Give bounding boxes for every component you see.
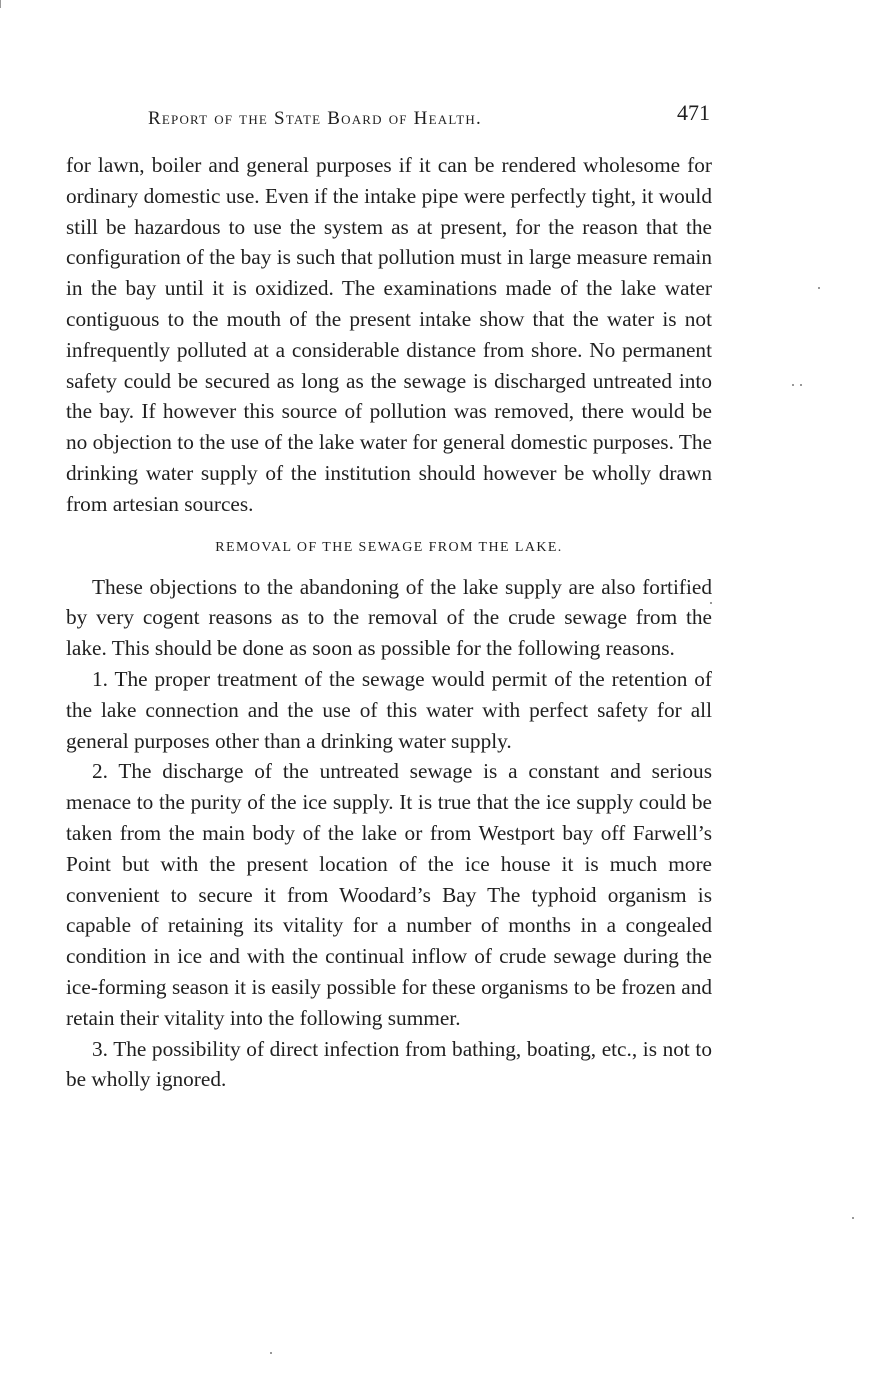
numbered-item-2: 2. The discharge of the untreated sewage is a constant and serious menace to the purity of the ice supply. It is true that the ice supply could be taken from the main body of the lake or from Westport bay off Farwell’s Point but with the present location of the ice house it is much more convenient to secure it from Woodard’s Bay The typhoid organism is capable of retaining its vitality for a number of months in a congealed condition in ice and with the continual inflow of crude sewage during the ice-forming season it is easily possible for these organisms to be frozen and retain their vitality into the following summer. bbox=[66, 759, 712, 1030]
print-speck bbox=[270, 1352, 272, 1354]
running-title: Report of the State Board of Health. bbox=[148, 108, 482, 129]
page-edge-mark bbox=[0, 0, 1, 8]
print-speck bbox=[852, 1217, 854, 1219]
paragraph: These objections to the abandoning of the lake supply are also fortified by very cogent reasons as to the removal of the crude sewage from the lake. This should be done as soon as possible for the following reasons. bbox=[66, 574, 712, 661]
numbered-item-1: 1. The proper treatment of the sewage would permit of the retention of the lake connection and the use of this water with perfect safety for all general purposes other than a drinking water supply. bbox=[66, 666, 712, 753]
section-heading: REMOVAL OF THE SEWAGE FROM THE LAKE. bbox=[215, 539, 563, 555]
running-head bbox=[148, 100, 710, 134]
page-number: 471 bbox=[677, 100, 710, 125]
print-speck bbox=[792, 384, 794, 386]
body-text bbox=[66, 150, 712, 1095]
print-speck bbox=[818, 287, 820, 289]
print-speck bbox=[800, 384, 802, 386]
paragraph-continued: for lawn, boiler and general purposes if it can be rendered wholesome for ordinary domestic use. Even if the intake pipe were perfectly tight, it would still be hazardous to use the system as at present, for the reason that the configuration of the bay is such that pollution must in large measure remain in the bay until it is oxidized. The examinations made of the lake water contiguous to the mouth of the present intake show that the water is not infrequently polluted at a considerable distance from shore. No permanent safety could be secured as long as the sewage is discharged untreated into the bay. If however this source of pollution was removed, there would be no objection to the use of the lake water for general domestic purposes. The drinking water supply of the institution should however be wholly drawn from artesian sources. bbox=[66, 153, 712, 516]
numbered-item-3: 3. The possibility of direct infection from bathing, boating, etc., is not to be wholly ignored. bbox=[66, 1036, 712, 1092]
print-speck bbox=[710, 602, 712, 604]
